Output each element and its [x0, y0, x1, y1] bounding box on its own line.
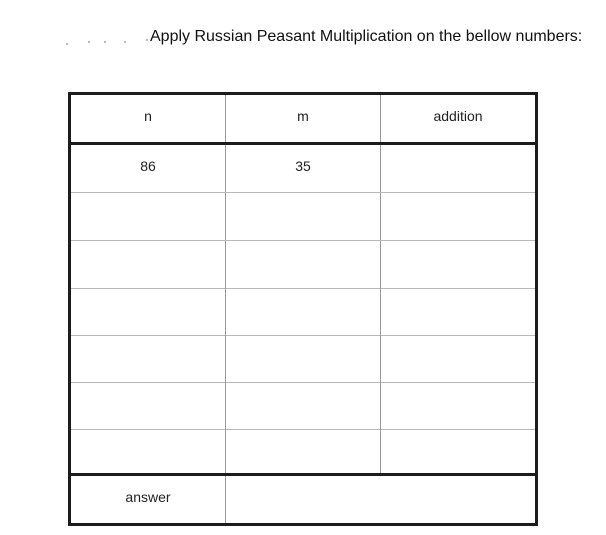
cell-n[interactable] — [71, 145, 226, 192]
speck — [66, 43, 68, 45]
scan-specks — [66, 39, 150, 47]
cell-n[interactable] — [71, 335, 226, 382]
speck — [124, 41, 126, 43]
cell-addition[interactable] — [381, 288, 535, 335]
table-row — [71, 241, 535, 289]
cell-addition[interactable] — [381, 335, 535, 382]
cell-addition[interactable] — [381, 193, 535, 240]
cell-m[interactable] — [226, 241, 381, 288]
cell-n[interactable] — [71, 429, 226, 473]
cell-addition[interactable] — [381, 241, 535, 288]
answer-label: answer — [125, 489, 171, 505]
speck — [88, 41, 90, 43]
worksheet-heading: Apply Russian Peasant Multiplication on the bellow numbers: — [150, 28, 583, 45]
cell-addition[interactable] — [381, 429, 535, 473]
cell-n-value: 86 — [140, 158, 156, 174]
cell-addition[interactable] — [381, 382, 535, 429]
speck — [104, 41, 106, 43]
table-row — [71, 145, 535, 193]
header-cell-n — [71, 95, 226, 142]
answer-value-cell[interactable] — [226, 476, 535, 523]
header-m-label: m — [297, 108, 309, 124]
cell-m[interactable] — [226, 382, 381, 429]
cell-n[interactable] — [71, 193, 226, 240]
speck — [146, 39, 148, 41]
cell-m[interactable] — [226, 288, 381, 335]
header-cell-addition — [381, 95, 535, 142]
multiplication-table — [68, 92, 538, 526]
cell-n[interactable] — [71, 382, 226, 429]
cell-m[interactable] — [226, 193, 381, 240]
cell-n[interactable] — [71, 241, 226, 288]
cell-n[interactable] — [71, 288, 226, 335]
answer-label-cell — [71, 476, 226, 523]
cell-addition[interactable] — [381, 145, 535, 192]
header-n-label: n — [144, 108, 152, 124]
header-addition-label: addition — [433, 108, 483, 124]
cell-m[interactable] — [226, 145, 381, 192]
table-row — [71, 193, 535, 241]
table-row — [71, 335, 535, 383]
cell-m-value: 35 — [295, 158, 311, 174]
cell-m[interactable] — [226, 335, 381, 382]
header-cell-m — [226, 95, 381, 142]
table-row — [71, 429, 535, 473]
answer-row — [71, 473, 535, 523]
table-row — [71, 382, 535, 430]
table-row — [71, 288, 535, 336]
cell-m[interactable] — [226, 429, 381, 473]
header-row — [71, 95, 535, 145]
